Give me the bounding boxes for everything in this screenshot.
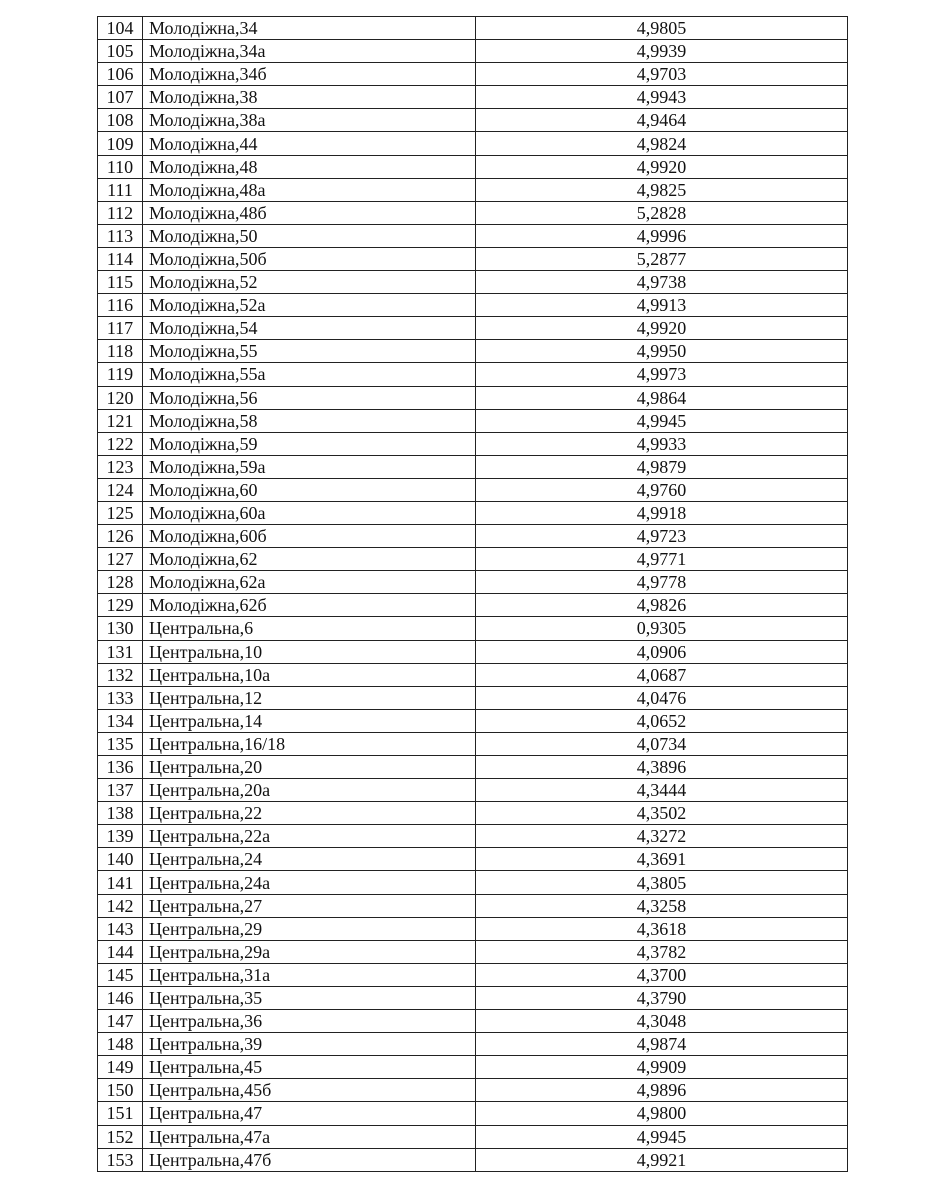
- table-row: [98, 155, 848, 178]
- table-row: [98, 571, 848, 594]
- address-cell: Молодіжна,59а: [143, 455, 476, 478]
- table-row: [98, 594, 848, 617]
- value-cell: 4,9864: [476, 386, 848, 409]
- table-row: [98, 132, 848, 155]
- row-number-cell: 104: [98, 17, 143, 40]
- address-cell: Центральна,45б: [143, 1079, 476, 1102]
- table-row: [98, 1148, 848, 1171]
- row-number-cell: 144: [98, 940, 143, 963]
- row-number-cell: 152: [98, 1125, 143, 1148]
- table-row: [98, 709, 848, 732]
- value-cell: 4,9939: [476, 40, 848, 63]
- address-cell: Центральна,22: [143, 802, 476, 825]
- row-number-cell: 120: [98, 386, 143, 409]
- value-cell: 4,9920: [476, 317, 848, 340]
- row-number-cell: 117: [98, 317, 143, 340]
- value-cell: 4,9973: [476, 363, 848, 386]
- row-number-cell: 138: [98, 802, 143, 825]
- table-row: [98, 663, 848, 686]
- value-cell: 4,9778: [476, 571, 848, 594]
- table-row: [98, 617, 848, 640]
- row-number-cell: 153: [98, 1148, 143, 1171]
- row-number-cell: 129: [98, 594, 143, 617]
- row-number-cell: 145: [98, 963, 143, 986]
- row-number-cell: 147: [98, 1010, 143, 1033]
- value-cell: 4,9825: [476, 178, 848, 201]
- address-cell: Центральна,45: [143, 1056, 476, 1079]
- address-cell: Молодіжна,60: [143, 478, 476, 501]
- value-cell: 5,2877: [476, 247, 848, 270]
- row-number-cell: 133: [98, 686, 143, 709]
- row-number-cell: 111: [98, 178, 143, 201]
- value-cell: 4,9824: [476, 132, 848, 155]
- row-number-cell: 122: [98, 432, 143, 455]
- row-number-cell: 110: [98, 155, 143, 178]
- table-row: [98, 40, 848, 63]
- value-cell: 4,3258: [476, 894, 848, 917]
- value-cell: 4,3618: [476, 917, 848, 940]
- address-cell: Молодіжна,62: [143, 548, 476, 571]
- address-cell: Центральна,31а: [143, 963, 476, 986]
- row-number-cell: 137: [98, 779, 143, 802]
- table-row: [98, 247, 848, 270]
- address-cell: Центральна,29а: [143, 940, 476, 963]
- value-cell: 4,3782: [476, 940, 848, 963]
- row-number-cell: 125: [98, 501, 143, 524]
- row-number-cell: 134: [98, 709, 143, 732]
- row-number-cell: 146: [98, 986, 143, 1009]
- address-cell: Молодіжна,38а: [143, 109, 476, 132]
- row-number-cell: 128: [98, 571, 143, 594]
- address-cell: Молодіжна,54: [143, 317, 476, 340]
- table-row: [98, 1033, 848, 1056]
- value-cell: 4,9933: [476, 432, 848, 455]
- address-cell: Центральна,39: [143, 1033, 476, 1056]
- table-row: [98, 894, 848, 917]
- row-number-cell: 118: [98, 340, 143, 363]
- table-row: [98, 340, 848, 363]
- value-cell: 4,9760: [476, 478, 848, 501]
- value-cell: 4,9996: [476, 224, 848, 247]
- table-row: [98, 224, 848, 247]
- address-cell: Центральна,16/18: [143, 732, 476, 755]
- value-cell: 4,9723: [476, 525, 848, 548]
- address-cell: Молодіжна,62б: [143, 594, 476, 617]
- table-row: [98, 109, 848, 132]
- row-number-cell: 136: [98, 756, 143, 779]
- address-cell: Центральна,36: [143, 1010, 476, 1033]
- table-row: [98, 779, 848, 802]
- row-number-cell: 130: [98, 617, 143, 640]
- row-number-cell: 109: [98, 132, 143, 155]
- table-row: [98, 271, 848, 294]
- value-cell: 4,9771: [476, 548, 848, 571]
- data-table: [97, 16, 848, 1172]
- table-row: [98, 17, 848, 40]
- table-row: [98, 1056, 848, 1079]
- row-number-cell: 132: [98, 663, 143, 686]
- row-number-cell: 126: [98, 525, 143, 548]
- row-number-cell: 142: [98, 894, 143, 917]
- address-cell: Центральна,47а: [143, 1125, 476, 1148]
- table-body: [98, 17, 848, 1172]
- value-cell: 4,3502: [476, 802, 848, 825]
- value-cell: 4,3896: [476, 756, 848, 779]
- row-number-cell: 115: [98, 271, 143, 294]
- value-cell: 4,0906: [476, 640, 848, 663]
- value-cell: 4,9703: [476, 63, 848, 86]
- address-cell: Центральна,47: [143, 1102, 476, 1125]
- row-number-cell: 127: [98, 548, 143, 571]
- address-cell: Центральна,10: [143, 640, 476, 663]
- value-cell: 4,9800: [476, 1102, 848, 1125]
- address-cell: Центральна,22а: [143, 825, 476, 848]
- address-cell: Молодіжна,56: [143, 386, 476, 409]
- table-row: [98, 525, 848, 548]
- value-cell: 4,9950: [476, 340, 848, 363]
- address-cell: Молодіжна,38: [143, 86, 476, 109]
- row-number-cell: 114: [98, 247, 143, 270]
- row-number-cell: 149: [98, 1056, 143, 1079]
- address-cell: Молодіжна,55: [143, 340, 476, 363]
- value-cell: 4,3272: [476, 825, 848, 848]
- row-number-cell: 112: [98, 201, 143, 224]
- address-cell: Центральна,14: [143, 709, 476, 732]
- row-number-cell: 151: [98, 1102, 143, 1125]
- value-cell: 4,9738: [476, 271, 848, 294]
- address-cell: Центральна,12: [143, 686, 476, 709]
- value-cell: 4,9945: [476, 1125, 848, 1148]
- address-cell: Молодіжна,48: [143, 155, 476, 178]
- value-cell: 4,9921: [476, 1148, 848, 1171]
- row-number-cell: 121: [98, 409, 143, 432]
- row-number-cell: 143: [98, 917, 143, 940]
- table-row: [98, 548, 848, 571]
- table-row: [98, 455, 848, 478]
- table-row: [98, 848, 848, 871]
- value-cell: 0,9305: [476, 617, 848, 640]
- address-cell: Молодіжна,52а: [143, 294, 476, 317]
- table-row: [98, 802, 848, 825]
- value-cell: 4,9826: [476, 594, 848, 617]
- address-cell: Центральна,6: [143, 617, 476, 640]
- value-cell: 4,0687: [476, 663, 848, 686]
- address-cell: Молодіжна,34б: [143, 63, 476, 86]
- table-row: [98, 1010, 848, 1033]
- table-row: [98, 63, 848, 86]
- value-cell: 4,3691: [476, 848, 848, 871]
- table-row: [98, 640, 848, 663]
- value-cell: 4,9896: [476, 1079, 848, 1102]
- address-cell: Молодіжна,48б: [143, 201, 476, 224]
- value-cell: 4,9943: [476, 86, 848, 109]
- address-cell: Молодіжна,44: [143, 132, 476, 155]
- value-cell: 4,9464: [476, 109, 848, 132]
- table-row: [98, 501, 848, 524]
- table-row: [98, 478, 848, 501]
- row-number-cell: 113: [98, 224, 143, 247]
- table-row: [98, 86, 848, 109]
- table-row: [98, 201, 848, 224]
- address-cell: Молодіжна,48а: [143, 178, 476, 201]
- table-row: [98, 732, 848, 755]
- row-number-cell: 139: [98, 825, 143, 848]
- row-number-cell: 119: [98, 363, 143, 386]
- row-number-cell: 131: [98, 640, 143, 663]
- address-cell: Центральна,20: [143, 756, 476, 779]
- row-number-cell: 123: [98, 455, 143, 478]
- table-row: [98, 363, 848, 386]
- table-row: [98, 917, 848, 940]
- table-row: [98, 825, 848, 848]
- value-cell: 4,9879: [476, 455, 848, 478]
- address-cell: Молодіжна,50б: [143, 247, 476, 270]
- value-cell: 4,9945: [476, 409, 848, 432]
- address-cell: Молодіжна,60а: [143, 501, 476, 524]
- row-number-cell: 140: [98, 848, 143, 871]
- address-cell: Центральна,24а: [143, 871, 476, 894]
- row-number-cell: 141: [98, 871, 143, 894]
- address-cell: Молодіжна,59: [143, 432, 476, 455]
- table-row: [98, 871, 848, 894]
- row-number-cell: 106: [98, 63, 143, 86]
- value-cell: 4,9920: [476, 155, 848, 178]
- address-cell: Молодіжна,55а: [143, 363, 476, 386]
- table-row: [98, 432, 848, 455]
- address-cell: Молодіжна,52: [143, 271, 476, 294]
- table-row: [98, 1102, 848, 1125]
- table-row: [98, 756, 848, 779]
- row-number-cell: 105: [98, 40, 143, 63]
- address-cell: Центральна,35: [143, 986, 476, 1009]
- value-cell: 4,3805: [476, 871, 848, 894]
- table-row: [98, 386, 848, 409]
- table-row: [98, 963, 848, 986]
- address-cell: Молодіжна,34а: [143, 40, 476, 63]
- value-cell: 4,3790: [476, 986, 848, 1009]
- row-number-cell: 107: [98, 86, 143, 109]
- row-number-cell: 124: [98, 478, 143, 501]
- value-cell: 4,9918: [476, 501, 848, 524]
- table-row: [98, 1125, 848, 1148]
- address-cell: Центральна,20а: [143, 779, 476, 802]
- table-row: [98, 409, 848, 432]
- table-row: [98, 940, 848, 963]
- address-cell: Молодіжна,34: [143, 17, 476, 40]
- value-cell: 5,2828: [476, 201, 848, 224]
- value-cell: 4,9874: [476, 1033, 848, 1056]
- table-row: [98, 317, 848, 340]
- table-row: [98, 1079, 848, 1102]
- value-cell: 4,0734: [476, 732, 848, 755]
- value-cell: 4,9805: [476, 17, 848, 40]
- value-cell: 4,9909: [476, 1056, 848, 1079]
- row-number-cell: 135: [98, 732, 143, 755]
- row-number-cell: 116: [98, 294, 143, 317]
- address-cell: Центральна,10а: [143, 663, 476, 686]
- table-row: [98, 686, 848, 709]
- address-cell: Центральна,24: [143, 848, 476, 871]
- address-cell: Центральна,27: [143, 894, 476, 917]
- address-cell: Молодіжна,62а: [143, 571, 476, 594]
- value-cell: 4,3444: [476, 779, 848, 802]
- table-row: [98, 986, 848, 1009]
- address-cell: Центральна,29: [143, 917, 476, 940]
- address-cell: Молодіжна,60б: [143, 525, 476, 548]
- value-cell: 4,3700: [476, 963, 848, 986]
- table-row: [98, 294, 848, 317]
- value-cell: 4,9913: [476, 294, 848, 317]
- address-cell: Молодіжна,50: [143, 224, 476, 247]
- value-cell: 4,0476: [476, 686, 848, 709]
- address-cell: Центральна,47б: [143, 1148, 476, 1171]
- row-number-cell: 148: [98, 1033, 143, 1056]
- table-row: [98, 178, 848, 201]
- address-cell: Молодіжна,58: [143, 409, 476, 432]
- value-cell: 4,3048: [476, 1010, 848, 1033]
- value-cell: 4,0652: [476, 709, 848, 732]
- row-number-cell: 108: [98, 109, 143, 132]
- row-number-cell: 150: [98, 1079, 143, 1102]
